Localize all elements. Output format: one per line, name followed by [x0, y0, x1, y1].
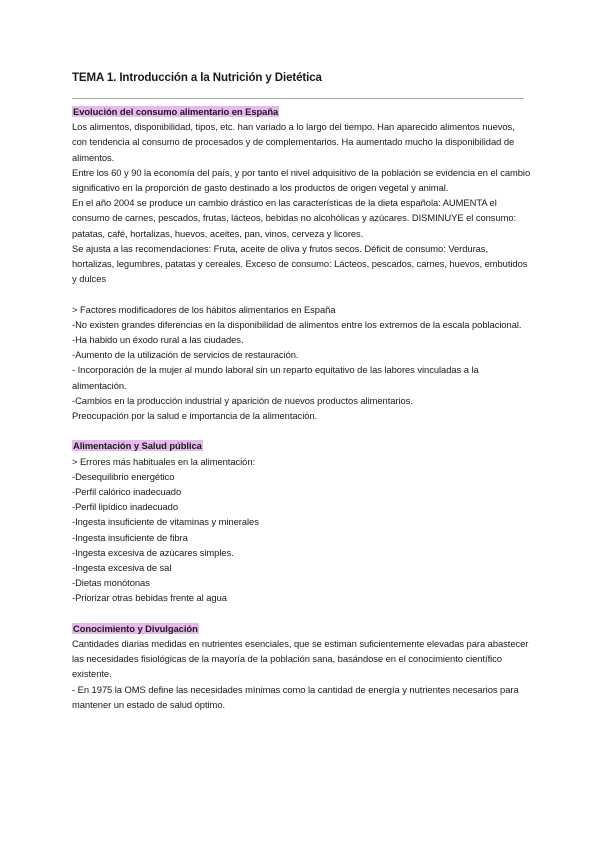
list-item: - Incorporación de la mujer al mundo laboral sin un reparto equitativo de las labores vinculadas a la alimentación. — [72, 364, 479, 391]
list-item: -Ingesta excesiva de azúcares simples. — [72, 546, 234, 558]
list-item: -Ingesta insuficiente de vitaminas y minerales — [72, 516, 259, 528]
paragraph: Los alimentos, disponibilidad, tipos, etc. han variado a lo largo del tiempo. Han aparecido alimentos nuevos, con tendencia al consumo de procesados y de complementarios. Ha aumentado mucho la disponibilidad de alimentos. — [72, 121, 515, 163]
paragraph: Preocupación por la salud e importancia de la alimentación. — [72, 410, 318, 422]
list-item: -Ha habido un éxodo rural a las ciudades. — [72, 334, 244, 346]
list-item: -Cambios en la producción industrial y aparición de nuevos productos alimentarios. — [72, 394, 413, 406]
subheading-factores: > Factores modificadores de los hábitos alimentarios en España — [72, 303, 336, 315]
paragraph: Cantidades diarias medidas en nutrientes esenciales, que se estiman suficientemente elevadas para abastecer las necesidades fisiológicas de la mayoría de la población sana, basándose en el conocimiento científico existente. — [72, 638, 529, 680]
blank-line — [72, 606, 532, 621]
section-heading-salud-publica: Alimentación y Salud pública — [73, 440, 202, 452]
paragraph: - En 1975 la OMS define las necesidades mínimas como la cantidad de energía y nutrientes necesarios para mantener un estado de salud óptimo. — [72, 683, 519, 710]
section-heading-conocimiento: Conocimiento y Divulgación — [73, 622, 198, 634]
list-item: -Dietas monótonas — [72, 577, 150, 589]
list-item: -Perfil lipídico inadecuado — [72, 501, 179, 513]
list-item: -Priorizar otras bebidas frente al agua — [72, 592, 227, 604]
list-item: -Ingesta insuficiente de fibra — [72, 531, 188, 543]
document-title: TEMA 1. Introducción a la Nutrición y Dietética — [72, 72, 322, 84]
list-item: -No existen grandes diferencias en la disponibilidad de alimentos entre los extremos de la escala poblacional. — [72, 318, 522, 330]
list-item: -Perfil calórico inadecuado — [72, 486, 182, 498]
title-divider — [72, 98, 524, 99]
blank-line — [72, 423, 532, 438]
list-item: -Aumento de la utilización de servicios de restauración. — [72, 349, 299, 361]
subheading-errores: > Errores más habituales en la alimentación: — [72, 455, 256, 467]
list-item: -Desequilibrio energético — [72, 470, 175, 482]
paragraph: Entre los 60 y 90 la economía del país, y por tanto el nivel adquisitivo de la población se evidencia en el cambio significativo en la proporción de gasto destinado a los productos de origen vegetal y animal. — [72, 166, 531, 194]
list-item: -Ingesta excesiva de sal — [72, 562, 172, 574]
blank-line — [72, 286, 532, 301]
document-body — [72, 104, 532, 712]
paragraph: En el año 2004 se produce un cambio drástico en las características de la dieta española: AUMENTA el consumo de carnes, pescados, frutas, lácteos, bebidas no alcohólicas y azúcares. DISMINUYE el consumo: patatas, café, hortalizas, huevos, aceites, pan, vinos, cerveza y licores. — [72, 197, 517, 239]
section-heading-evolucion: Evolución del consumo alimentario en España — [73, 106, 279, 117]
paragraph: Se ajusta a las recomendaciones: Fruta, aceite de oliva y frutos secos. Déficit de consumo: Verduras, hortalizas, legumbres, patatas y cereales. Exceso de consumo: Lácteos, pescados, carnes, huevos, embutidos y dulces — [72, 242, 528, 285]
